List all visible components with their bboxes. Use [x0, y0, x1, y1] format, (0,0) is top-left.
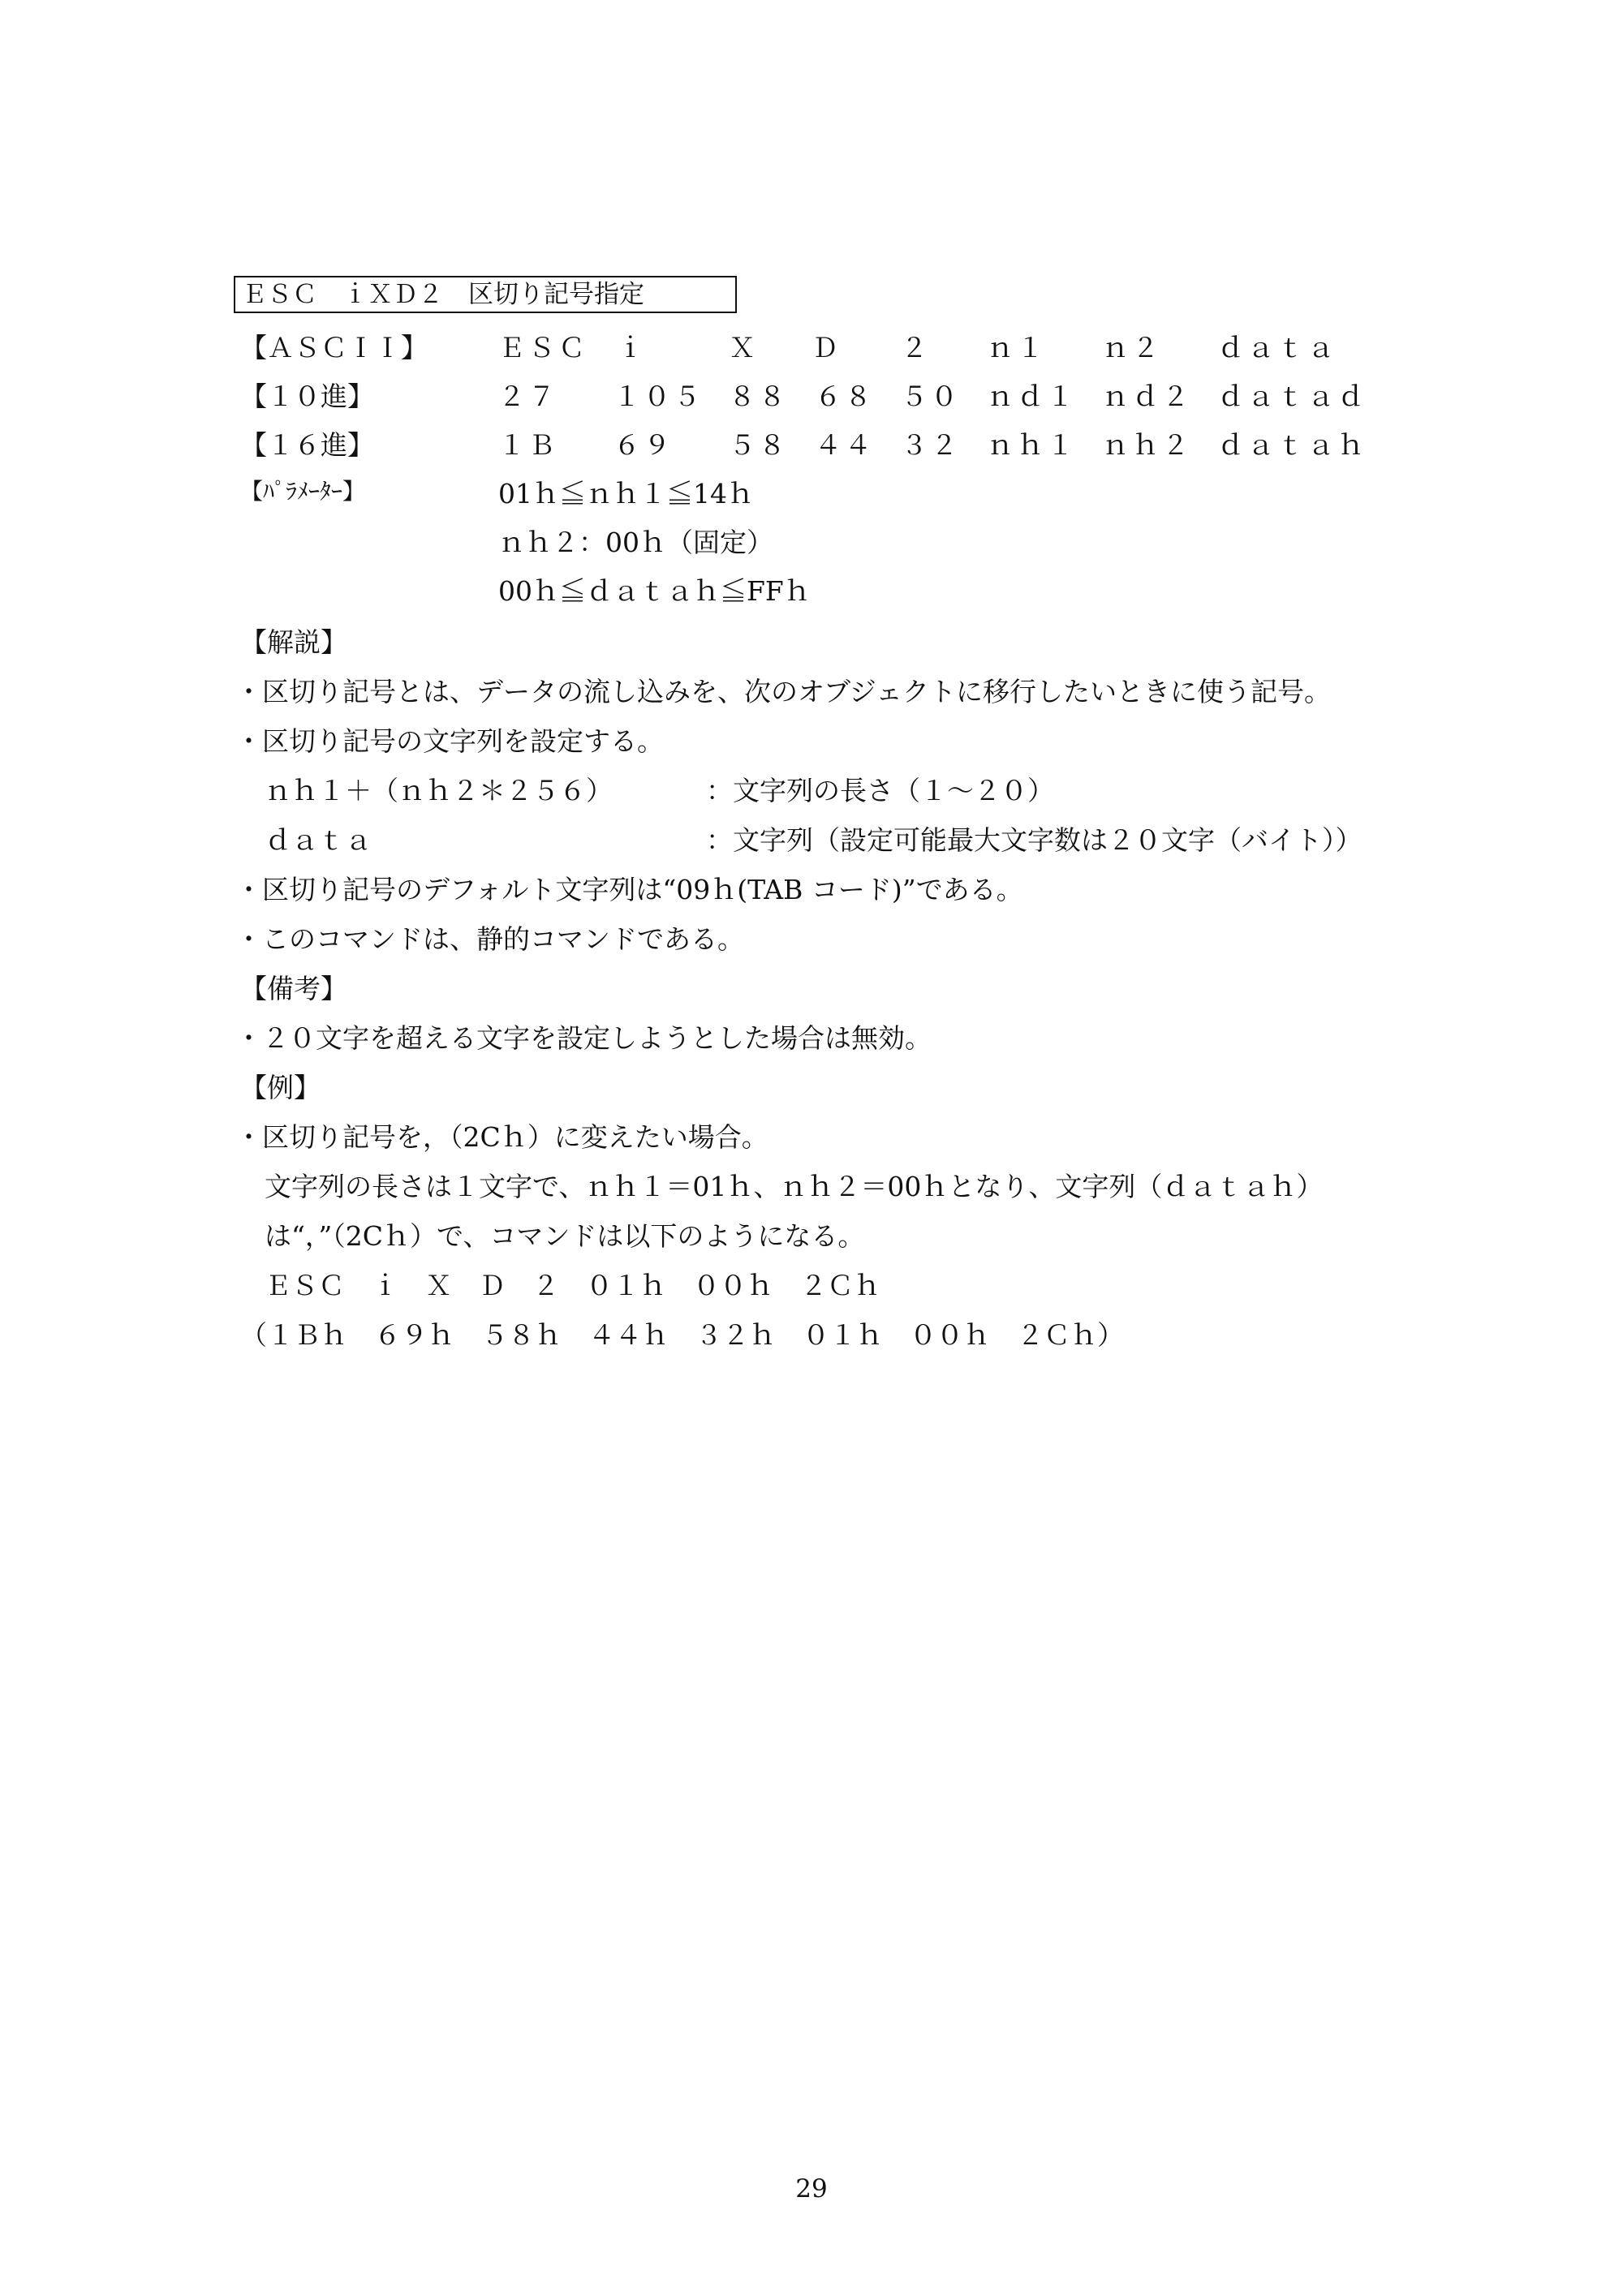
- row-cell: ｄａｔａｄ: [1217, 381, 1367, 412]
- row-cell: ６８: [815, 381, 875, 412]
- row-cell: ｄａｔａｈ: [1217, 429, 1367, 461]
- explanation-bullet: ・区切り記号のデフォルト文字列は“09ｈ(TAB コード)”である。: [235, 874, 1023, 905]
- row-cell: ｎｄ１: [987, 381, 1077, 412]
- row-cell: ｉ: [617, 332, 647, 363]
- example-command-ascii: ＥＳＣ ｉ Ｘ Ｄ ２ ０１ｈ ００ｈ ２Ｃｈ: [265, 1270, 880, 1301]
- explanation-bullet: ・区切り記号の文字列を設定する。: [235, 725, 664, 757]
- section-heading-explanation: 【解説】: [240, 626, 347, 658]
- row-cell: ２７: [498, 381, 558, 412]
- definition-desc: ：文字列の長さ（１～２０）: [706, 775, 1054, 806]
- param-line: 00ｈ≦ｄａｔａｈ≦FFｈ: [498, 575, 811, 607]
- row-cell: Ｘ: [729, 332, 759, 363]
- example-bullet: ・区切り記号を，（2Cｈ）に変えたい場合。: [235, 1121, 768, 1153]
- explanation-bullet: ・区切り記号とは、データの流し込みを、次のオブジェクトに移行したいときに使う記号。: [235, 676, 1332, 707]
- example-command-hex: （１Ｂｈ ６９ｈ ５８ｈ ４４ｈ ３２ｈ ０１ｈ ００ｈ ２Ｃｈ）: [240, 1319, 1124, 1351]
- row-cell: ｎ２: [1102, 332, 1162, 363]
- row-cell: ６９: [613, 429, 674, 461]
- row-cell: ４４: [815, 429, 875, 461]
- params-label: 【ﾊﾟﾗﾒｰﾀｰ】: [240, 478, 366, 505]
- explanation-bullet: ・このコマンドは、静的コマンドである。: [235, 923, 744, 955]
- param-line: ｎｈ２：00ｈ（固定）: [498, 527, 773, 558]
- section-heading-notes: 【備考】: [240, 973, 347, 1004]
- definition-term: ｄａｔａ: [265, 824, 372, 856]
- definition-desc: ：文字列（設定可能最大文字数は２０文字（バイト））: [706, 824, 1363, 856]
- example-line: は“，”（2Cｈ）で、コマンドは以下のようになる。: [265, 1220, 865, 1252]
- row-cell: ５０: [901, 381, 961, 412]
- example-line: 文字列の長さは１文字で、ｎｈ１＝01ｈ、ｎｈ２＝00ｈとなり、文字列（ｄａｔａｈ）: [265, 1171, 1324, 1202]
- notes-bullet: ・２０文字を超える文字を設定しようとした場合は無効。: [235, 1022, 932, 1054]
- row-cell: ＥＳＣ: [498, 332, 588, 363]
- param-line: 01ｈ≦ｎｈ１≦14ｈ: [498, 478, 754, 510]
- row-cell: ２: [901, 332, 931, 363]
- row-cell: ８８: [729, 381, 789, 412]
- row-label-decimal: 【１０進】: [240, 381, 374, 412]
- row-cell: １Ｂ: [498, 429, 558, 461]
- command-title: ＥＳＣ ｉＸＤ２ 区切り記号指定: [234, 276, 737, 313]
- page-number: 29: [795, 2174, 828, 2204]
- row-cell: １０５: [613, 381, 704, 412]
- definition-term: ｎｈ１＋（ｎｈ２＊２５６）: [265, 775, 613, 806]
- row-cell: ｄａｔａ: [1217, 332, 1337, 363]
- row-cell: ｎｈ１: [987, 429, 1077, 461]
- row-cell: ３２: [901, 429, 961, 461]
- row-cell: ｎｄ２: [1102, 381, 1192, 412]
- row-label-ascii: 【ＡＳＣＩＩ】: [240, 332, 428, 363]
- row-cell: ５８: [729, 429, 789, 461]
- row-label-hex: 【１６進】: [240, 429, 374, 461]
- row-cell: Ｄ: [812, 332, 842, 363]
- row-cell: ｎ１: [987, 332, 1047, 363]
- section-heading-example: 【例】: [240, 1072, 321, 1103]
- row-cell: ｎｈ２: [1102, 429, 1192, 461]
